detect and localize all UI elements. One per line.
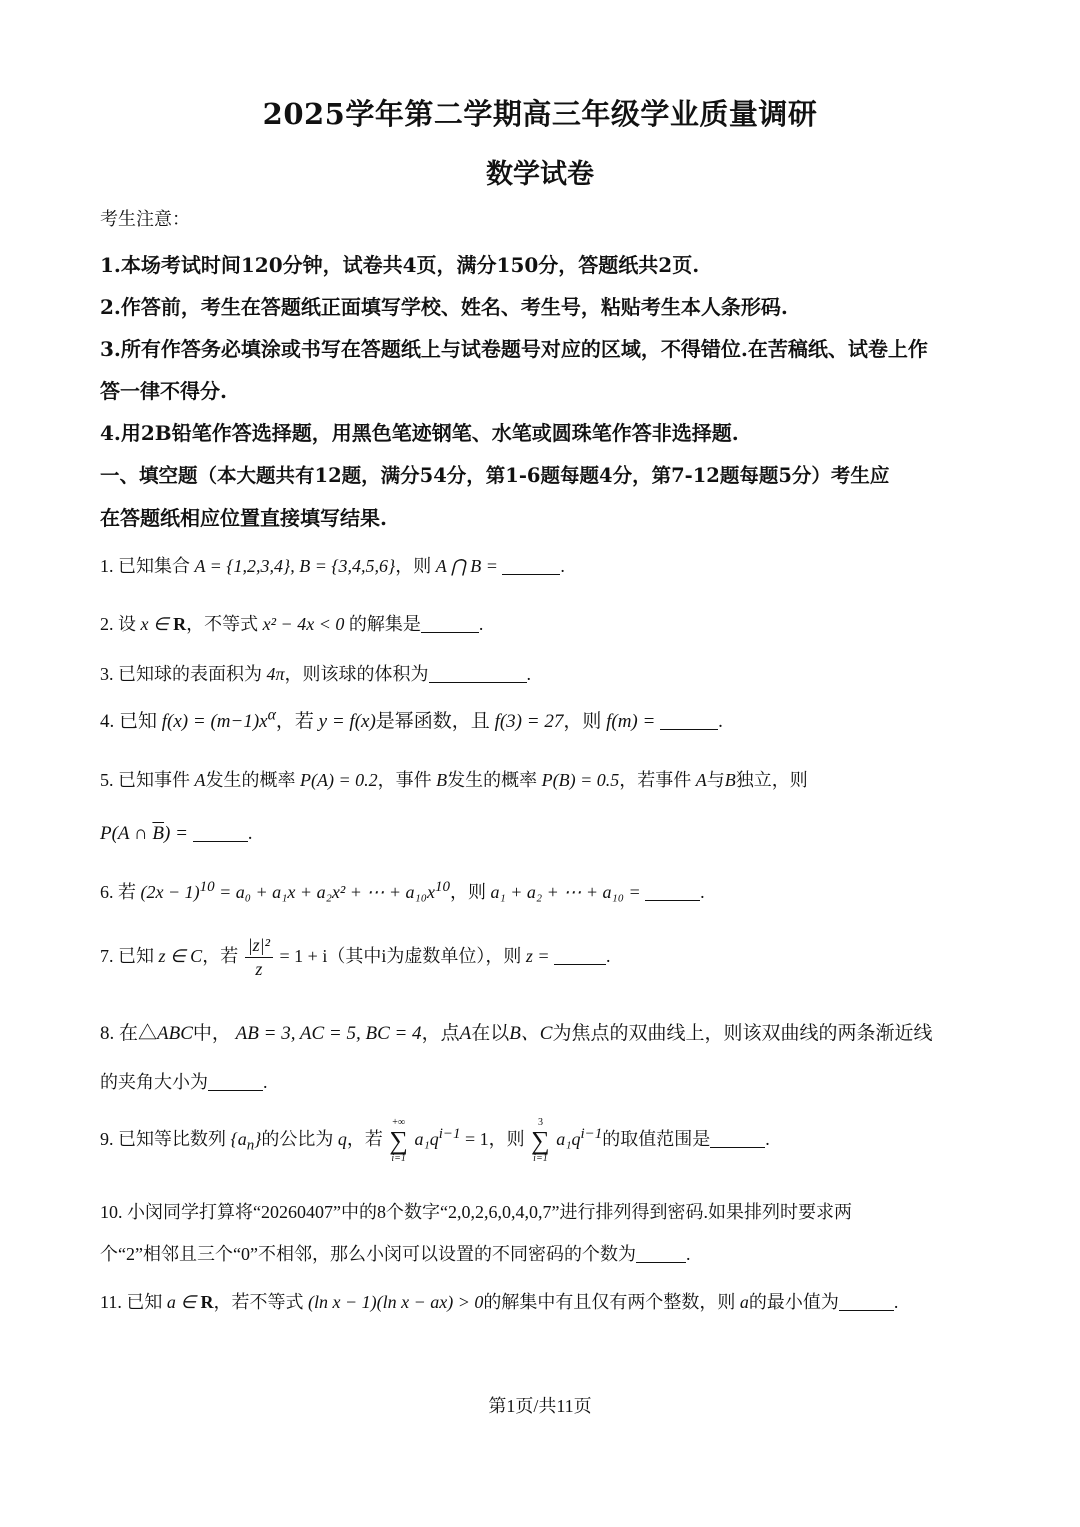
question-5: 5. 已知事件 A发生的概率 P(A) = 0.2，事件 B发生的概率 P(B) = 0.5，若事件 A与B独立，则 <box>100 770 808 790</box>
math-expression: AB = 3, AC = 5, BC = 4 <box>235 1023 422 1044</box>
math-expression: z = <box>525 946 550 967</box>
answer-blank[interactable] <box>208 1072 263 1091</box>
question-6: 6. 若 $(2x - 1)^{10} = a_0 + a_1x + a_2x^2$ + ⋯ + $a_{10}x^{10}$，则 a₁ + a₂ + ⋯ + a₁₀ = . <box>100 879 705 902</box>
question-1: 1. 已知集合 A = {1,2,3,4}, B = {3,4,5,6}，则 A ⋂ B = . <box>100 556 565 576</box>
question-2: 2. 设 x ∈ R，不等式 x² − 4x < 0 的解集是 . <box>100 614 484 634</box>
exam-subtitle: 数学试卷 <box>486 159 594 190</box>
math-expression: P(B) = 0.5 <box>541 770 620 790</box>
math-expression: P(A) = 0.2 <box>300 770 378 790</box>
math-expression: y = f(x) <box>318 711 376 732</box>
section-heading: 一、填空题（本大题共有12题，满分54分，第1-6题每题4分，第7-12题每题5分）考生应 <box>100 464 890 487</box>
question-10: 10. 小闵同学打算将“20260407”中的8个数字“2,0,2,6,0,4,0,7”进行排列得到密码.如果排列时要求两 <box>100 1202 852 1222</box>
question-7: 7. 已知 z ∈ C，若 $\frac{\text{|z|²}}{z}$ = 1 + i（其中i为虚数单位），则 z = . <box>100 934 990 982</box>
fraction: $\frac{\text{|z|²}}{z}$ <box>245 934 273 982</box>
math-expression: A ⋂ B = <box>435 556 498 576</box>
answer-blank[interactable] <box>839 1292 894 1311</box>
summation-symbol: +∞ ∑ i=1 <box>389 1117 408 1164</box>
math-expression: a ∈ <box>166 1292 201 1312</box>
math-expression: x² − 4x < 0 <box>262 614 345 634</box>
math-expression: $f(x) = (m-1)x^\alpha$ <box>161 706 276 732</box>
math-expression: $(2x - 1)^{10} = a_0 + a_1x + a_2x^2$ + ⋯ + $a_{10}x^{10}$ <box>140 879 451 902</box>
question-8: 8. 在△ABC中， AB = 3, AC = 5, BC = 4，点A在以B、C为焦点的双曲线上，则该双曲线的两条渐近线 <box>100 1023 933 1044</box>
math-expression: a₁ + a₂ + ⋯ + a₁₀ = <box>490 882 641 902</box>
answer-blank[interactable] <box>429 664 527 683</box>
math-expression: $a_1q^{i-1}$ <box>414 1126 461 1150</box>
notice-heading: 考生注意： <box>100 209 190 230</box>
exam-title: 2025学年第二学期高三年级学业质量调研 <box>262 97 818 131</box>
math-expression: $\{a_n\}$ <box>230 1129 262 1154</box>
notice-item-3: 3.所有作答务必填涂或书写在答题纸上与试卷题号对应的区域，不得错位.在苦稿纸、试卷上作 <box>100 337 928 361</box>
question-3: 3. 已知球的表面积为 4π，则该球的体积为 . <box>100 664 532 684</box>
math-expression: A = {1,2,3,4}, B = {3,4,5,6} <box>194 556 396 576</box>
notice-item-2: 2.作答前，考生在答题纸正面填写学校、姓名、考生号，粘贴考生本人条形码. <box>100 295 788 319</box>
notice-item-4: 4.用2B铅笔作答选择题，用黑色笔迹钢笔、水笔或圆珠笔作答非选择题. <box>100 421 739 445</box>
section-heading-cont: 在答题纸相应位置直接填写结果. <box>100 506 387 530</box>
math-expression: f(3) = 27 <box>494 711 564 732</box>
answer-blank[interactable] <box>554 946 606 965</box>
answer-blank[interactable] <box>502 556 560 575</box>
question-4: 4. 已知 $f(x) = (m-1)x^\alpha$，若 y = f(x)是幂函数，且 f(3) = 27，则 f(m) = . <box>100 706 723 732</box>
question-11: 11. 已知 a ∈ R，若不等式 (ln x − 1)(ln x − ax) > 0的解集中有且仅有两个整数，则 a的最小值为 . <box>100 1292 899 1312</box>
math-expression: = 1 + i <box>279 946 328 967</box>
question-8-cont: 的夹角大小为 . <box>100 1072 268 1092</box>
answer-blank[interactable] <box>660 710 718 730</box>
answer-blank[interactable] <box>636 1244 686 1263</box>
math-expression: x ∈ <box>140 614 174 634</box>
math-expression: z ∈ C <box>158 946 203 967</box>
math-expression: 4π <box>266 664 285 684</box>
answer-blank[interactable] <box>710 1129 765 1148</box>
summation-symbol: 3 ∑ i=1 <box>531 1117 550 1164</box>
answer-blank[interactable] <box>421 614 479 633</box>
math-expression: $a_1q^{i-1}$ <box>556 1126 603 1150</box>
math-expression: (ln x − 1)(ln x − ax) > 0 <box>308 1292 484 1312</box>
page-number: 第1页/共11页 <box>488 1396 592 1416</box>
question-9: 9. 已知等比数列 $\{a_n\}$的公比为 q，若 +∞ ∑ i=1 $a_1q^{i-1} = 1$，则 3 ∑ i=1 $a_1q^{i-1}$的取值范围是 . <box>100 1117 770 1164</box>
math-expression: P(A ∩ $\overline{B}$) = <box>100 823 188 844</box>
math-expression: f(m) = <box>606 711 656 732</box>
notice-item-1: 1.本场考试时间120分钟，试卷共4页，满分150分，答题纸共2页. <box>100 253 700 277</box>
answer-blank[interactable] <box>193 822 248 842</box>
answer-blank[interactable] <box>645 882 700 901</box>
question-5-cont: P(A ∩ $\overline{B}$) = . <box>100 823 253 844</box>
question-10-cont: 个“2”相邻且三个“0”不相邻，那么小闵可以设置的不同密码的个数为 . <box>100 1244 691 1264</box>
notice-item-3-cont: 答一律不得分. <box>100 379 227 403</box>
